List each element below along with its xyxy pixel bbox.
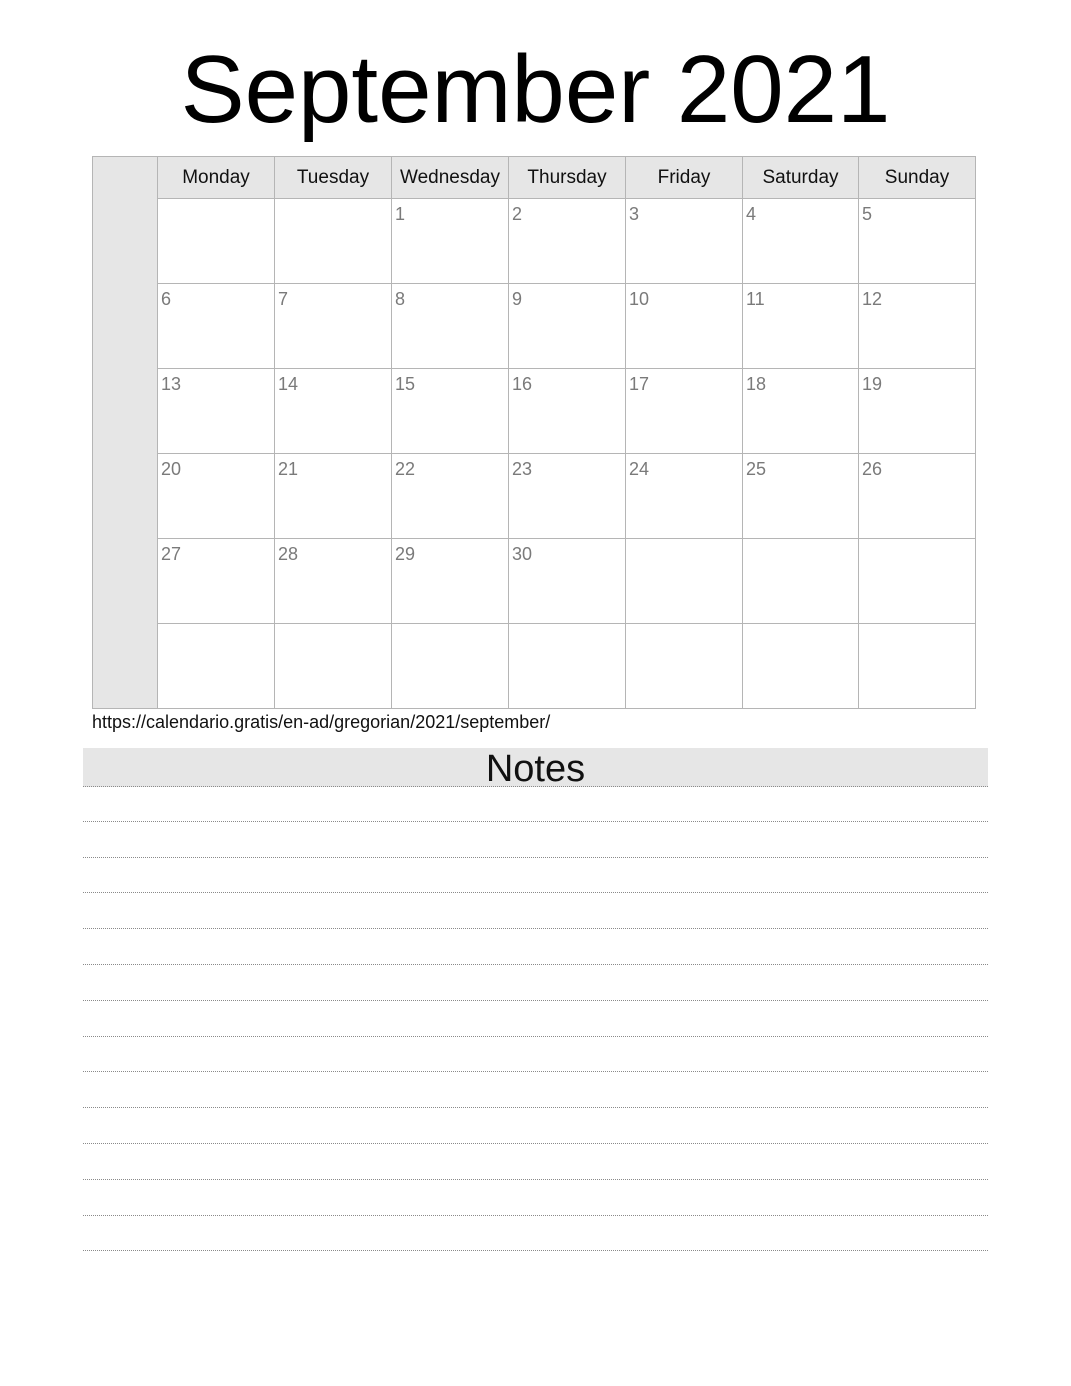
day-cell[interactable]: [275, 369, 392, 454]
day-cell[interactable]: [392, 199, 509, 284]
day-number: 2: [512, 204, 523, 224]
day-cell[interactable]: [275, 539, 392, 624]
day-cell[interactable]: [158, 369, 275, 454]
day-cell[interactable]: [509, 284, 626, 369]
day-cell[interactable]: [859, 369, 975, 454]
month-calendar: [92, 156, 976, 709]
weekday-header-monday: Monday: [158, 157, 275, 199]
day-number: 13: [161, 374, 182, 394]
note-line[interactable]: [83, 858, 988, 894]
notes-title: Notes: [83, 748, 988, 787]
day-number: 27: [161, 544, 182, 564]
day-number: 18: [746, 374, 767, 394]
weekday-header-friday: Friday: [626, 157, 743, 199]
day-number: 21: [278, 459, 299, 479]
day-cell[interactable]: [275, 624, 392, 709]
day-cell[interactable]: [158, 454, 275, 539]
note-line[interactable]: [83, 1180, 988, 1216]
day-cell[interactable]: [509, 539, 626, 624]
day-cell[interactable]: [509, 454, 626, 539]
day-cell[interactable]: [392, 369, 509, 454]
day-cell[interactable]: [509, 624, 626, 709]
day-number: 17: [629, 374, 650, 394]
day-number: 4: [746, 204, 757, 224]
note-line[interactable]: [83, 965, 988, 1001]
notes-area[interactable]: [83, 786, 988, 1251]
day-cell[interactable]: [392, 539, 509, 624]
day-cell[interactable]: [509, 199, 626, 284]
day-cell[interactable]: [158, 624, 275, 709]
day-number: 30: [512, 544, 533, 564]
day-cell[interactable]: [509, 369, 626, 454]
day-number: 23: [512, 459, 533, 479]
day-cell[interactable]: [743, 454, 859, 539]
day-cell[interactable]: [392, 624, 509, 709]
day-cell[interactable]: [743, 199, 859, 284]
day-number: 22: [395, 459, 416, 479]
note-line[interactable]: [83, 822, 988, 858]
note-line[interactable]: [83, 786, 988, 822]
day-number: 15: [395, 374, 416, 394]
day-cell[interactable]: [626, 199, 743, 284]
day-cell[interactable]: [275, 284, 392, 369]
day-number: 12: [862, 289, 883, 309]
day-cell[interactable]: [275, 199, 392, 284]
day-cell[interactable]: [626, 539, 743, 624]
day-number: 7: [278, 289, 289, 309]
day-number: 6: [161, 289, 172, 309]
day-cell[interactable]: [626, 369, 743, 454]
day-number: 28: [278, 544, 299, 564]
note-line[interactable]: [83, 1216, 988, 1252]
day-cell[interactable]: [158, 284, 275, 369]
day-cell[interactable]: [859, 539, 975, 624]
day-number: 14: [278, 374, 299, 394]
day-number: 5: [862, 204, 873, 224]
day-cell[interactable]: [743, 284, 859, 369]
day-number: 8: [395, 289, 406, 309]
day-number: 11: [746, 289, 765, 309]
page-title: September 2021: [180, 36, 891, 143]
day-cell[interactable]: [626, 624, 743, 709]
day-number: 16: [512, 374, 533, 394]
day-number: 25: [746, 459, 767, 479]
day-cell[interactable]: [392, 454, 509, 539]
day-cell[interactable]: [859, 284, 975, 369]
note-line[interactable]: [83, 1108, 988, 1144]
day-cell[interactable]: [158, 199, 275, 284]
day-cell[interactable]: [859, 624, 975, 709]
calendar-grid: [158, 157, 975, 708]
weekday-header-saturday: Saturday: [743, 157, 859, 199]
weekday-header-tuesday: Tuesday: [275, 157, 392, 199]
weekday-header-thursday: Thursday: [509, 157, 626, 199]
day-number: 9: [512, 289, 523, 309]
note-line[interactable]: [83, 1001, 988, 1037]
day-cell[interactable]: [158, 539, 275, 624]
day-cell[interactable]: [743, 624, 859, 709]
weekday-header-wednesday: Wednesday: [392, 157, 509, 199]
note-line[interactable]: [83, 1072, 988, 1108]
day-cell[interactable]: [743, 539, 859, 624]
note-line[interactable]: [83, 1037, 988, 1073]
day-cell[interactable]: [743, 369, 859, 454]
day-cell[interactable]: [626, 454, 743, 539]
week-number-column: [93, 157, 158, 708]
day-number: 26: [862, 459, 883, 479]
day-number: 24: [629, 459, 650, 479]
day-cell[interactable]: [392, 284, 509, 369]
note-line[interactable]: [83, 929, 988, 965]
day-number: 29: [395, 544, 416, 564]
note-line[interactable]: [83, 1144, 988, 1180]
day-number: 20: [161, 459, 182, 479]
day-number: 10: [629, 289, 650, 309]
note-line[interactable]: [83, 893, 988, 929]
day-cell[interactable]: [275, 454, 392, 539]
day-cell[interactable]: [859, 199, 975, 284]
day-number: 1: [395, 204, 406, 224]
day-number: 3: [629, 204, 640, 224]
weekday-header-sunday: Sunday: [859, 157, 975, 199]
day-number: 19: [862, 374, 883, 394]
day-cell[interactable]: [626, 284, 743, 369]
day-cell[interactable]: [859, 454, 975, 539]
source-url[interactable]: https://calendario.gratis/en-ad/gregorian/2021/september/: [92, 712, 551, 732]
